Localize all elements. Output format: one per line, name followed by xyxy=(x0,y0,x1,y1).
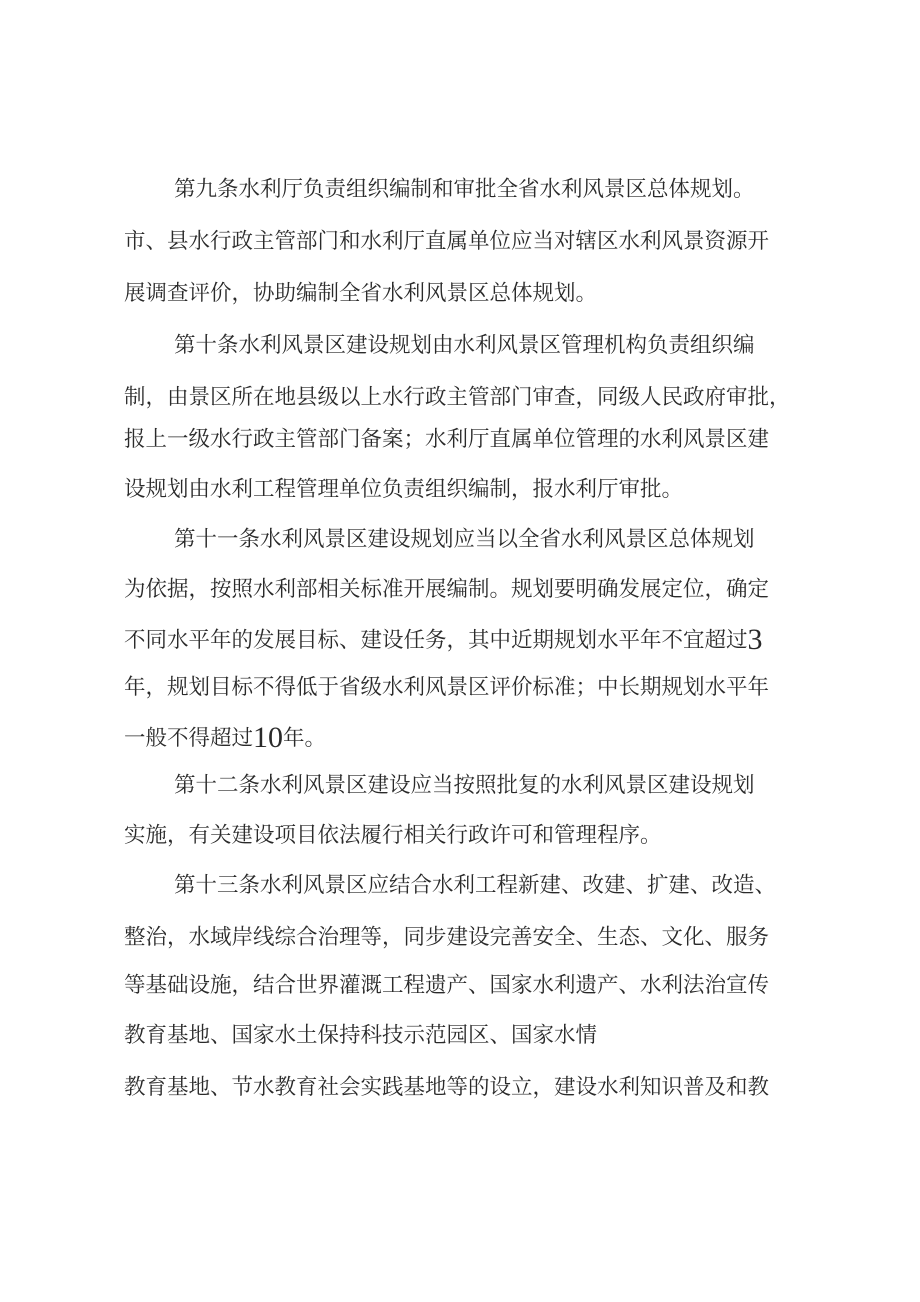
article-10-line-1: 第十条水利风景区建设规划由水利风景区管理机构负责组织编 xyxy=(174,333,755,358)
article-9-line-1: 第九条水利厅负责组织编制和审批全省水利风景区总体规划。 xyxy=(174,177,755,202)
article-10-line-2: 制，由景区所在地县级以上水行政主管部门审查，同级人民政府审批， xyxy=(124,385,791,410)
article-9-line-3: 展调查评价，协助编制全省水利风景区总体规划。 xyxy=(124,281,598,306)
article-9-line-2: 市、县水行政主管部门和水利厅直属单位应当对辖区水利风景资源开 xyxy=(124,229,770,254)
number-3: 3 xyxy=(747,623,763,656)
number-10: 10 xyxy=(253,721,284,754)
article-12-line-1: 第十二条水利风景区建设应当按照批复的水利风景区建设规划 xyxy=(174,773,755,798)
article-12-line-2: 实施，有关建设项目依法履行相关行政许可和管理程序。 xyxy=(124,823,662,848)
article-11-line-5 xyxy=(124,716,326,756)
article-10-line-4: 设规划由水利工程管理单位负责组织编制，报水利厅审批。 xyxy=(124,477,684,502)
article-13-line-2: 整治，水域岸线综合治理等，同步建设完善安全、生态、文化、服务 xyxy=(124,925,770,950)
article-11-line-1: 第十一条水利风景区建设规划应当以全省水利风景区总体规划 xyxy=(174,527,755,552)
article-10-line-3: 报上一级水行政主管部门备案；水利厅直属单位管理的水利风景区建 xyxy=(124,427,770,452)
article-13-line-3: 等基础设施，结合世界灌溉工程遗产、国家水利遗产、水利法治宣传 xyxy=(124,973,770,998)
article-13-line-4: 教育基地、国家水土保持科技示范园区、国家水情 xyxy=(124,1023,598,1048)
article-11-line-5-text: 一般不得超过 xyxy=(124,726,254,751)
article-13-line-1: 第十三条水利风景区应结合水利工程新建、改建、扩建、改造、 xyxy=(174,873,777,898)
article-11-line-4: 年，规划目标不得低于省级水利风景区评价标准；中长期规划水平年 xyxy=(124,675,770,700)
article-11-line-5-tail: 年。 xyxy=(283,726,327,751)
article-13-line-5: 教育基地、节水教育社会实践基地等的设立，建设水利知识普及和教 xyxy=(124,1075,770,1100)
article-11-line-3-text: 不同水平年的发展目标、建设任务，其中近期规划水平年不宜超过 xyxy=(124,628,748,653)
article-11-line-2: 为依据，按照水利部相关标准开展编制。规划要明确发展定位，确定 xyxy=(124,577,770,602)
article-11-line-3 xyxy=(124,618,763,658)
